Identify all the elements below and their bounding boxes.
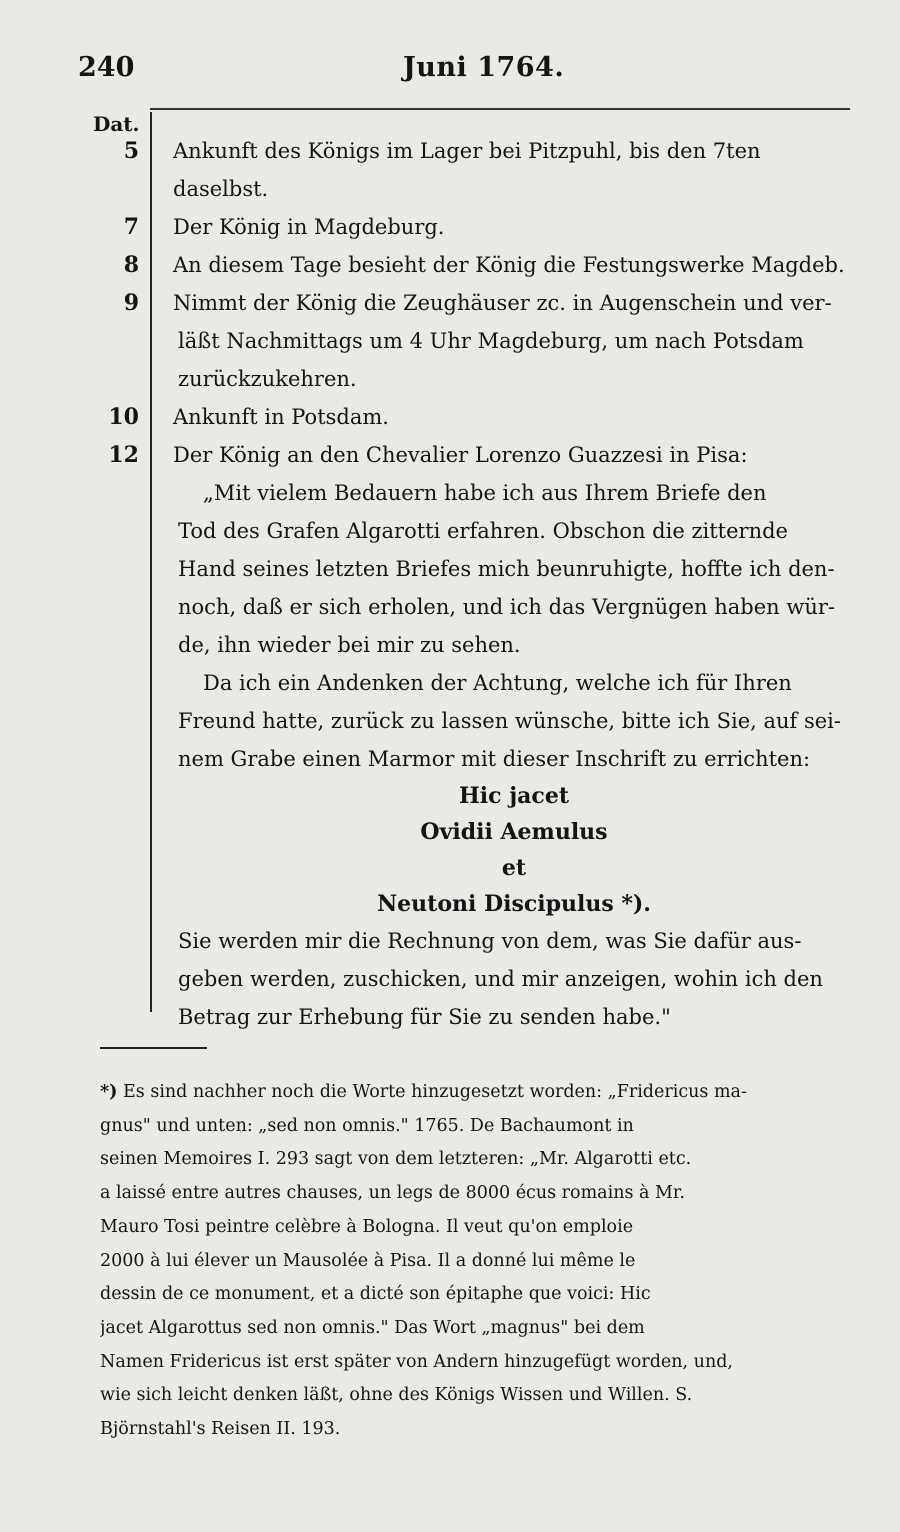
letter-text: Betrag zur Erhebung für Sie zu senden habe." [178, 1005, 671, 1029]
letter-text: Sie werden mir die Rechnung von dem, was Sie dafür aus- [178, 929, 802, 953]
inscription-line: et [501, 855, 527, 881]
entry-day: 5 [123, 138, 139, 164]
footnote-line: a laissé entre autres chauses, un legs de 8000 écus romains à Mr. [100, 1183, 685, 1204]
date-column-label: Dat. [93, 112, 140, 136]
running-title: Juni 1764. [403, 52, 565, 83]
footnote-marker: *) [100, 1082, 118, 1102]
letter-text: Tod des Grafen Algarotti erfahren. Obschon die zitternde [178, 519, 788, 543]
entry-text: Ankunft in Potsdam. [173, 405, 389, 429]
entry-row [95, 398, 855, 436]
footnote-line [100, 1076, 845, 1110]
entry-day: 7 [123, 214, 139, 240]
letter-text: nem Grabe einen Marmor mit dieser Inschrift zu errichten: [178, 747, 811, 771]
entry-row [95, 284, 855, 398]
entry-row [95, 436, 855, 664]
letter-paragraph [95, 922, 855, 1036]
footnote-rule [100, 1047, 207, 1049]
footnote-line: Björnstahl's Reisen II. 193. [100, 1419, 341, 1440]
letter-text: geben werden, zuschicken, und mir anzeigen, wohin ich den [178, 967, 823, 991]
entry-text: Der König in Magdeburg. [173, 215, 445, 239]
footnote-line: Namen Fridericus ist erst später von Andern hinzugefügt worden, und, [100, 1351, 733, 1372]
letter-text: Da ich ein Andenken der Achtung, welche ich für Ihren [203, 671, 792, 695]
page-number: 240 [78, 52, 135, 83]
footnote-line: Mauro Tosi peintre celèbre à Bologna. Il veut qu'on emploie [100, 1216, 634, 1237]
entry-row [95, 132, 855, 208]
footnote-line: 2000 à lui élever un Mausolée à Pisa. Il a donné lui même le [100, 1250, 636, 1271]
letter-text: de, ihn wieder bei mir zu sehen. [178, 633, 521, 657]
entry-text: zurückzukehren. [178, 367, 357, 391]
letter-text: Hand seines letzten Briefes mich beunruhigte, hoffte ich den- [178, 557, 835, 581]
inscription-line: Ovidii Aemulus [420, 819, 608, 845]
entry-row [95, 246, 855, 284]
footnote-line: wie sich leicht denken läßt, ohne des Königs Wissen und Willen. S. [100, 1385, 693, 1406]
entry-text: Der König an den Chevalier Lorenzo Guazzesi in Pisa: [173, 443, 748, 467]
inscription-line: Neutoni Discipulus *). [377, 891, 651, 917]
entry-day: 12 [108, 442, 139, 468]
footnote-line: jacet Algarottus sed non omnis." Das Wort „magnus" bei dem [100, 1317, 645, 1338]
inscription-line: Hic jacet [459, 783, 569, 809]
inscription [95, 778, 855, 922]
footnote-line: gnus" und unten: „sed non omnis." 1765. De Bachaumont in [100, 1115, 634, 1136]
entry-day: 8 [123, 252, 139, 278]
footnote-line: seinen Memoires I. 293 sagt von dem letzteren: „Mr. Algarotti etc. [100, 1149, 692, 1170]
diary-entries [95, 132, 855, 1036]
entry-row [95, 208, 855, 246]
letter-text: Freund hatte, zurück zu lassen wünsche, bitte ich Sie, auf sei- [178, 709, 841, 733]
entry-text: läßt Nachmittags um 4 Uhr Magdeburg, um nach Potsdam [178, 329, 804, 353]
entry-text: Ankunft des Königs im Lager bei Pitzpuhl, bis den 7ten daselbst. [173, 139, 761, 201]
footnote-text: Es sind nachher noch die Worte hinzugesetzt worden: „Fridericus ma- [123, 1082, 747, 1102]
letter-paragraph [95, 664, 855, 778]
page-header [78, 52, 848, 92]
letter-text: noch, daß er sich erholen, und ich das Vergnügen haben wür- [178, 595, 835, 619]
footnote [100, 1076, 845, 1447]
letter-text: „Mit vielem Bedauern habe ich aus Ihrem Briefe den [203, 481, 767, 505]
header-rule [150, 108, 850, 110]
footnote-line: dessin de ce monument, et a dicté son épitaphe que voici: Hic [100, 1284, 651, 1305]
entry-day: 9 [123, 290, 139, 316]
entry-text: Nimmt der König die Zeughäuser zc. in Augenschein und ver- [173, 291, 832, 315]
entry-day: 10 [108, 404, 139, 430]
entry-text: An diesem Tage besieht der König die Festungswerke Magdeb. [173, 253, 845, 277]
